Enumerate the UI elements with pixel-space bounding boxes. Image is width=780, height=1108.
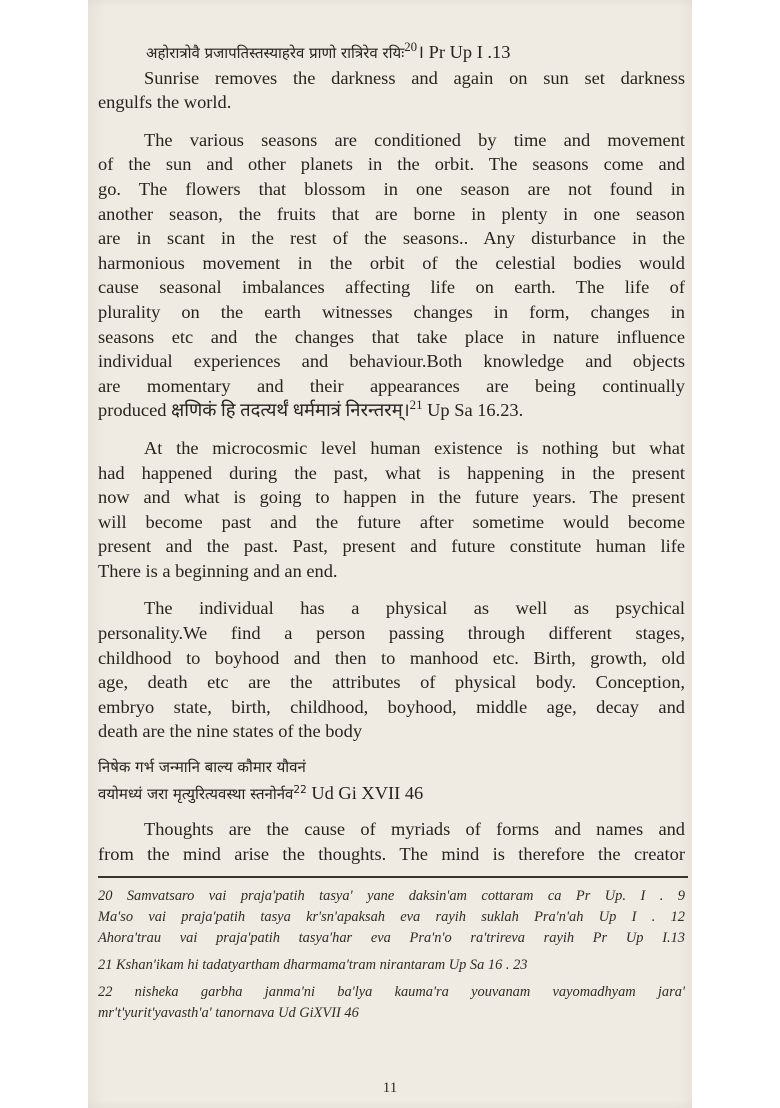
text-line: from the mind arise the thoughts. The mind is therefore the creator xyxy=(98,843,685,864)
verse-ref: Ud Gi XVII 46 xyxy=(306,783,424,804)
text-line: harmonious movement in the orbit of the celestial bodies would xyxy=(98,252,685,273)
paragraph-5 xyxy=(98,817,685,866)
text-line: now and what is going to happen in the future years. The present xyxy=(98,487,685,508)
text-line: The various seasons are conditioned by time and movement xyxy=(144,129,685,150)
header-sanskrit: अहोरात्रोवै प्रजापतिस्तस्याहरेव प्राणो रात्रिरेव रयिः xyxy=(146,44,405,62)
text-line: present and the past. Past, present and future constitute human life xyxy=(98,536,685,557)
text-line: embryo state, birth, childhood, boyhood, middle age, decay and xyxy=(98,696,685,717)
text-line: Sunrise removes the darkness and again on sun set darkness xyxy=(144,67,685,88)
footnote-ref-21: 21 xyxy=(409,398,423,413)
text-line: are momentary and their appearances are being continually xyxy=(98,375,685,396)
text-line: plurality on the earth witnesses changes in form, changes in xyxy=(98,301,685,322)
footnote-line: mr't'yurit'yavasth'a' tanornava Ud GiXVII 46 xyxy=(98,1005,359,1022)
footnote-line: Ahora'trau vai praja'patih tasya'har eva Pra'n'o ra'trireva rayih Pr Up I.13 xyxy=(98,930,685,947)
paragraph-2 xyxy=(98,128,685,423)
footnote-21 xyxy=(98,955,685,976)
text-line: At the microcosmic level human existence is nothing but what xyxy=(144,437,685,458)
footnotes xyxy=(98,886,685,1024)
text-line: another season, the fruits that are borne in plenty in one season xyxy=(98,203,685,224)
page-body xyxy=(98,40,685,1030)
text-line: The individual has a physical as well as psychical xyxy=(144,598,685,619)
header-ref: । Pr Up I .13 xyxy=(417,42,511,62)
text-line: engulfs the world. xyxy=(98,92,232,113)
closing-ref: Up Sa 16.23. xyxy=(422,400,524,421)
footnote-line: 22 nisheka garbha janma'ni ba'lya kauma'ra youvanam vayomadhyam jara' xyxy=(98,984,685,1001)
text-line: death are the nine states of the body xyxy=(98,721,363,742)
paragraph-4 xyxy=(98,596,685,744)
sanskrit-verse xyxy=(98,754,685,807)
text-line-closing xyxy=(98,398,685,423)
text-line: personality.We find a person passing through different stages, xyxy=(98,623,685,644)
text-line: Thoughts are the cause of myriads of forms and names and xyxy=(144,819,685,840)
verse-line-2-text: वयोमध्यं जरा मृत्युरित्यवस्था स्तनोर्नव xyxy=(98,785,294,804)
text-line: age, death etc are the attributes of physical body. Conception, xyxy=(98,672,685,693)
text-line: There is a beginning and an end. xyxy=(98,560,338,581)
text-line: will become past and the future after sometime would become xyxy=(98,511,685,532)
footnote-line: Ma'so vai praja'patih tasya kr'sn'apaksah eva rayih suklah Pra'n'ah Up I . 12 xyxy=(98,909,685,926)
paragraph-1 xyxy=(98,66,685,115)
text-line: are in scant in the rest of the seasons.. Any disturbance in the xyxy=(98,228,685,249)
text-line: individual experiences and behaviour.Both knowledge and objects xyxy=(98,351,685,372)
closing-sanskrit: produced क्षणिकं हि तदत्यर्थं धर्ममात्रं निरन्तरम्। xyxy=(98,400,410,421)
verse-line-1: निषेक गर्भ जन्मानि बाल्य कौमार यौवनं xyxy=(98,758,306,777)
page-number: 11 xyxy=(382,1080,398,1096)
footnote-line: 21 Kshan'ikam hi tadatyartham dharmama'tram nirantaram Up Sa 16 . 23 xyxy=(98,957,528,974)
verse-line-2 xyxy=(98,780,685,807)
footnote-divider xyxy=(98,876,688,878)
paragraph-3 xyxy=(98,436,685,584)
text-line: go. The flowers that blossom in one season are not found in xyxy=(98,178,685,199)
footnote-ref-22: 22 xyxy=(293,784,307,797)
text-line: childhood to boyhood and then to manhood etc. Birth, growth, old xyxy=(98,647,685,668)
text-line: cause seasonal imbalances affecting life on earth. The life of xyxy=(98,277,685,298)
text-line: seasons etc and the changes that take place in nature influence xyxy=(98,326,685,347)
text-line: had happened during the past, what is happening in the present xyxy=(98,462,685,483)
footnote-20 xyxy=(98,886,685,949)
text-line: of the sun and other planets in the orbit. The seasons come and xyxy=(98,154,685,175)
sanskrit-header xyxy=(98,40,685,66)
footnote-line: 20 Samvatsaro vai praja'patih tasya' yane daksin'am cottaram ca Pr Up. I . 9 xyxy=(98,888,685,905)
footnote-ref-20: 20 xyxy=(404,39,418,54)
footnote-22 xyxy=(98,982,685,1024)
